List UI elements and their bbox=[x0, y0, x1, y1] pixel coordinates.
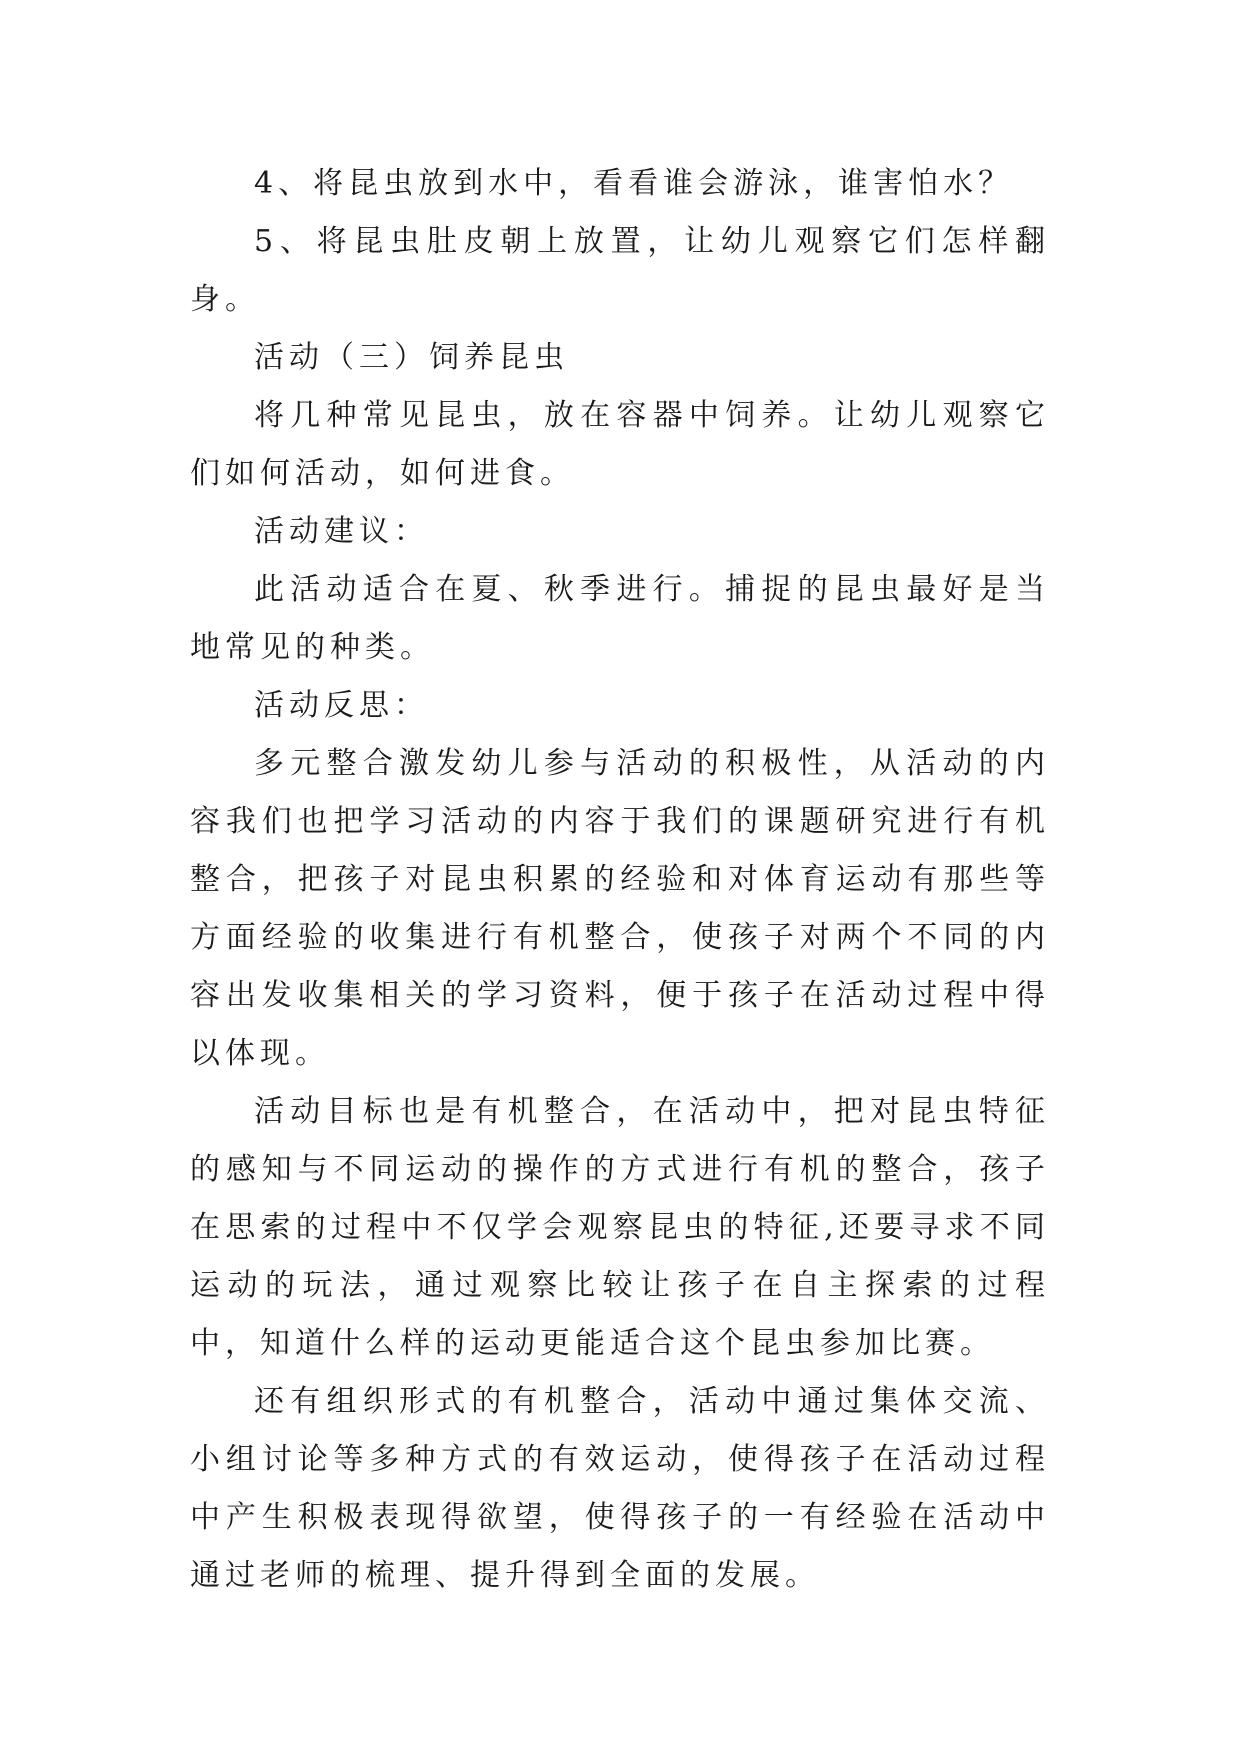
suggestion-paragraph: 此活动适合在夏、秋季进行。捕捉的昆虫最好是当地常见的种类。 bbox=[190, 572, 1050, 665]
document-body bbox=[190, 155, 1050, 1605]
reflection-paragraph-1: 多元整合激发幼儿参与活动的积极性，从活动的内容我们也把学习活动的内容于我们的课题研究进行有机整合，把孩子对昆虫积累的经验和对体育运动有那些等方面经验的收集进行有机整合，使孩子对两个不同的内容出发收集相关的学习资料，便于孩子在活动过程中得以体现。 bbox=[190, 746, 1050, 1071]
activity-3-paragraph: 将几种常见昆虫，放在容器中饲养。让幼儿观察它们如何活动，如何进食。 bbox=[190, 398, 1050, 491]
reflection-heading: 活动反思： bbox=[254, 688, 429, 723]
suggestion-heading: 活动建议： bbox=[254, 514, 429, 549]
step-5-paragraph: 5、将昆虫肚皮朝上放置，让幼儿观察它们怎样翻身。 bbox=[190, 224, 1050, 317]
reflection-paragraph-2: 活动目标也是有机整合，在活动中，把对昆虫特征的感知与不同运动的操作的方式进行有机的整合，孩子在思索的过程中不仅学会观察昆虫的特征,还要寻求不同运动的玩法，通过观察比较让孩子在自主探索的过程中，知道什么样的运动更能适合这个昆虫参加比赛。 bbox=[190, 1094, 1050, 1361]
step-4-paragraph: 4、将昆虫放到水中，看看谁会游泳，谁害怕水？ bbox=[254, 166, 1014, 201]
reflection-paragraph-3: 还有组织形式的有机整合，活动中通过集体交流、小组讨论等多种方式的有效运动，使得孩子在活动过程中产生积极表现得欲望，使得孩子的一有经验在活动中通过老师的梳理、提升得到全面的发展。 bbox=[190, 1384, 1050, 1593]
activity-3-heading: 活动（三）饲养昆虫 bbox=[254, 340, 569, 375]
